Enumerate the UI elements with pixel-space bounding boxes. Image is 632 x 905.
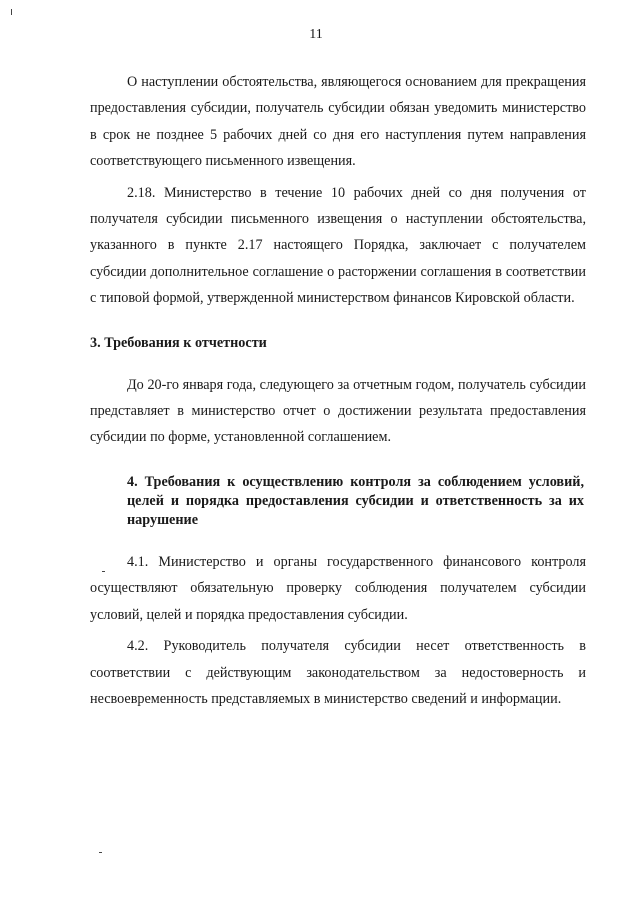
scan-artifact-mark <box>99 852 102 853</box>
section-3-heading: 3. Требования к отчетности <box>90 334 267 351</box>
paragraph-termination-notice: О наступлении обстоятельства, являющегося основанием для прекращения предоставления субсидии, получатель субсидии обязан уведомить министерство в срок не позднее 5 рабочих дней со дня его наступления путем направления соответствующего письменного извещения. <box>90 74 586 170</box>
scan-artifact-mark <box>11 9 12 15</box>
paragraph-4-1: 4.1. Министерство и органы государственного финансового контроля осуществляют обязательную проверку соблюдения получателем субсидии условий, целей и порядка предоставления субсидии. <box>90 553 586 623</box>
document-body <box>90 69 586 712</box>
section-4-heading: 4. Требования к осуществлению контроля за соблюдением условий, целей и порядка предоставления субсидии и ответственность за их нарушение <box>127 473 584 528</box>
paragraph-2-18: 2.18. Министерство в течение 10 рабочих дней со дня получения от получателя субсидии письменного извещения о наступлении обстоятельства, указанного в пункте 2.17 настоящего Порядка, заключает с получателем субсидии дополнительное соглашение о расторжении соглашения в соответствии с типовой формой, утвержденной министерством финансов Кировской области. <box>90 184 586 307</box>
page-number: 11 <box>309 27 323 42</box>
paragraph-4-2: 4.2. Руководитель получателя субсидии несет ответственность в соответствии с действующим законодательством за недостоверность и несвоевременность представляемых в министерство сведений и информации. <box>90 638 586 707</box>
paragraph-3-reporting: До 20-го января года, следующего за отчетным годом, получатель субсидии представляет в министерство отчет о достижении результата предоставления субсидии по форме, установленной соглашением. <box>90 376 586 446</box>
